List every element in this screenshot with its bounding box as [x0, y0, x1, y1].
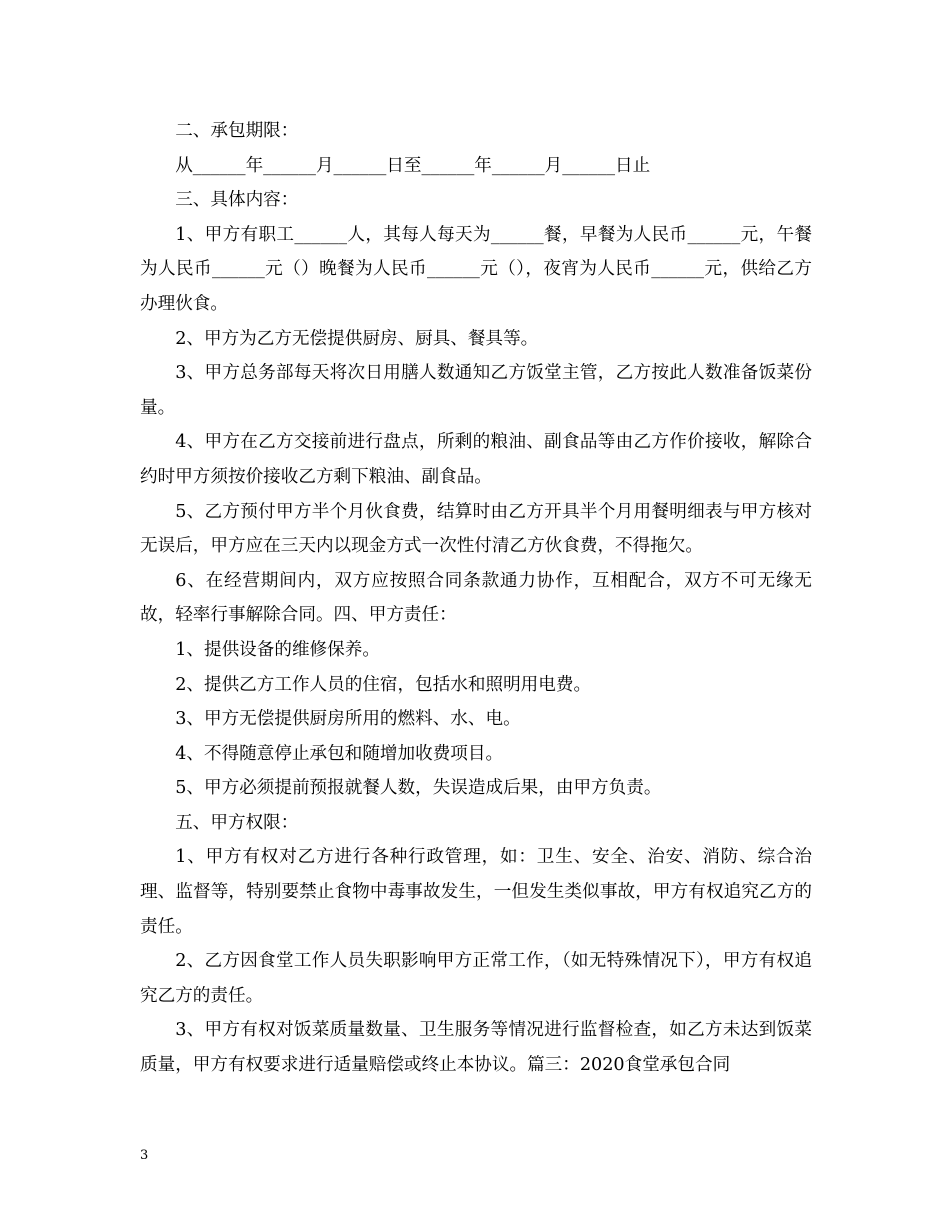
responsibility-item-4: 4、不得随意停止承包和随增加收费项目。: [175, 743, 504, 764]
content-item-6: 6、在经营期间内，双方应按照合同条款通力协作，互相配合，双方不可无缘无故，轻率行事解除合同。四、甲方责任：: [140, 570, 812, 626]
content-item-3: 3、甲方总务部每天将次日用膳人数通知乙方饭堂主管，乙方按此人数准备饭菜份量。: [140, 363, 812, 418]
content-item-4: 4、甲方在乙方交接前进行盘点，所剩的粮油、副食品等由乙方作价接收，解除合约时甲方须按价接收乙方剩下粮油、副食品。: [140, 432, 812, 487]
section-heading-term: 二、承包期限：: [175, 121, 299, 141]
document-body: [140, 114, 812, 1083]
content-item-2: 2、甲方为乙方无偿提供厨房、厨具、餐具等。: [175, 328, 539, 349]
responsibility-item-5: 5、甲方必须提前预报就餐人数，失误造成后果，由甲方负责。: [175, 778, 662, 799]
responsibility-item-3: 3、甲方无偿提供厨房所用的燃料、水、电。: [175, 709, 521, 730]
section-heading-rights: 五、甲方权限：: [175, 812, 299, 833]
responsibility-item-2: 2、提供乙方工作人员的住宿，包括水和照明用电费。: [175, 674, 592, 695]
rights-item-3: 3、甲方有权对饭菜质量数量、卫生服务等情况进行监督检查，如乙方未达到饭菜质量，甲方有权要求进行适量赔偿或终止本协议。篇三：2020食堂承包合同: [140, 1020, 812, 1076]
responsibility-item-1: 1、提供设备的维修保养。: [175, 639, 380, 660]
rights-item-1: 1、甲方有权对乙方进行各种行政管理，如：卫生、安全、治安、消防、综合治理、监督等，特别要禁止食物中毒事故发生，一但发生类似事故，甲方有权追究乙方的责任。: [140, 847, 812, 937]
term-date-line: 从______年______月______日至______年______月______日止: [175, 155, 651, 176]
content-item-5: 5、乙方预付甲方半个月伙食费，结算时由乙方开具半个月用餐明细表与甲方核对无误后，甲方应在三天内以现金方式一次性付清乙方伙食费，不得拖欠。: [140, 501, 812, 557]
page-number: 3: [140, 1148, 149, 1163]
section-heading-content: 三、具体内容：: [175, 190, 299, 211]
rights-item-2: 2、乙方因食堂工作人员失职影响甲方正常工作，（如无特殊情况下），甲方有权追究乙方的责任。: [140, 951, 812, 1006]
content-item-1: 1、甲方有职工______人，其每人每天为______餐，早餐为人民币______元，午餐为人民币______元（）晚餐为人民币______元（），夜宵为人民币______元，供给乙方办理伙食。: [140, 224, 812, 314]
